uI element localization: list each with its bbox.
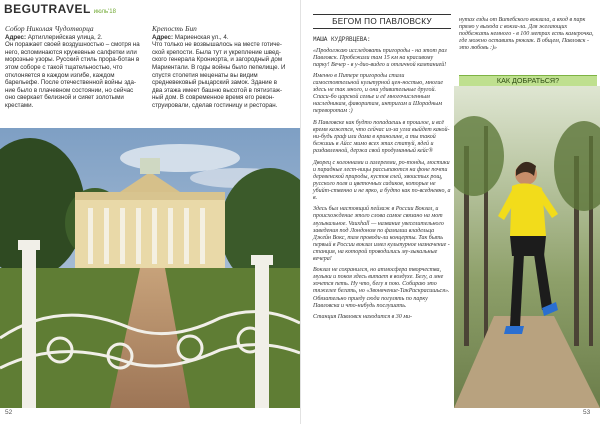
page-number: 53	[583, 409, 591, 416]
article-body	[313, 48, 451, 322]
address-label: Адрес:	[152, 33, 174, 41]
landmark-address	[5, 34, 141, 42]
how-to-heading: КАК ДОБРАТЬСЯ?	[459, 75, 597, 87]
landmark-description: Что только не возвышалось на месте готиче-ской крепости. Была тут и укрепление швед-ского генерала Крониорта, и загородный дом Мариентали. В годы войны было пепелище. И спустя столетия меценаты вы видим средневековый рыцарский замок. Здание в два этажа имеет башню высотой в пятиэтаж-ный дом. В современное время его рекон-струировали, сделав гостиницу и ресторан.	[152, 41, 286, 109]
article-paragraph: Именно в Питере пригороды стали самостоятельной культурной цен-ностью, многие здесь не так много, и они удивительные другой. Спаси-бо царской семье и её многочисленным наследникам, фаворитам, интригам и Шорадным переворотам :)	[313, 73, 444, 115]
article-byline: МАША КУДРЯВЦЕВА:	[313, 36, 371, 43]
article-paragraph: Вокзал не сохранился, но атмосфера творчества, музыки и покоя здесь витает в воздухе. Бегу, а мне хочется петь. Ну что, бегу я пою. Собираю это тяжелее бегать, но «Звонячение-ТакРаскрасишься». Обязательно приеду сюда погулять по парку Павловска и что-нибудь послушать.	[313, 267, 450, 309]
address-label: Адрес:	[5, 33, 27, 41]
article-paragraph: «Продолжаю исследовать пригороды - на этот раз Павловск. Пробежали там 15 км на красивому парку! Вечер - в у-дио-видео и отличной кампанией!	[313, 47, 447, 68]
landmark-entry-fortress	[152, 25, 288, 110]
article-paragraph: Станция Павловск находится в 30 ми-	[313, 314, 413, 321]
issue-label: июль'18	[93, 9, 116, 15]
brand-name: BEGUTRAVEL	[4, 2, 91, 16]
page-number: 52	[5, 409, 13, 416]
address-value: Мариенская ул., 4.	[174, 33, 229, 41]
article	[313, 14, 451, 321]
landmark-description: Он поражает своей воздушностью – смотря на него, вспоминаются кружевные салфетки или морозные узоры. Русский стиль прора-ботан в этом соборе с такой тщательностью, что отклоняется в каждом изгибе, каждом барельефе. После отечественной войны зда-ние было в плачевном состоянии, но сейчас оно сверкает белизной и сияет золотыми крестами.	[5, 41, 140, 109]
palace-photo	[0, 128, 300, 408]
landmark-entry-cathedral	[5, 25, 141, 110]
landmark-title: Крепость Бип	[152, 24, 197, 33]
article-paragraph: Здесь был настоящий пейзаж в России Вокзал, и происхождение этого слова самое связано на мот музыкальное. Vauxhall — название увеселительного заведения под Лондоном по фамилии владельца Джейн Вокс, там проводи-ли концерты. Так быть первый в России вокзал имел культурное назначение - станция, на которой проводились му-зыкальные вечера!	[313, 206, 450, 262]
landmark-address	[152, 34, 288, 42]
article-paragraph: Дворец с колоннами и галереями, ро-тонды, мостики и парадные лест-ницы рассыпаются на фоне почти деревенской природы, кустов елей, хвоистых рощ, русского поля и цветочных садиков, которые не убийт-ственно и не ярко, а будто как по-вседневно, а в.	[313, 159, 451, 201]
masthead	[4, 2, 116, 16]
article-paragraph: В Павловске как будто попадаешь в прошлое, и всё время кажется, что сейчас из-за угла выйдет какой-ни-будь граф или дама в кринолине, а ты такой бежишь в Айсс мимо всех этих статуй, ядей и раздавленной, держа свой продуманный кейс®	[313, 119, 450, 155]
address-value: Артиллерийская улица, 2.	[27, 33, 103, 41]
article-continuation: нутах езды от Витебского вокзала, а вход в парк прямо у выхода с вокза-ла. Для желающих подбежать немного - в 100 метрах есть камерочка, где можно оставить рюкзак. В общем, Павловск - это любовь :)»	[459, 17, 594, 52]
landmark-title: Собор Николая Чудотворца	[5, 24, 94, 33]
article-title: БЕГОМ ПО ПАВЛОВСКУ	[313, 14, 451, 29]
runner-photo	[454, 86, 600, 408]
